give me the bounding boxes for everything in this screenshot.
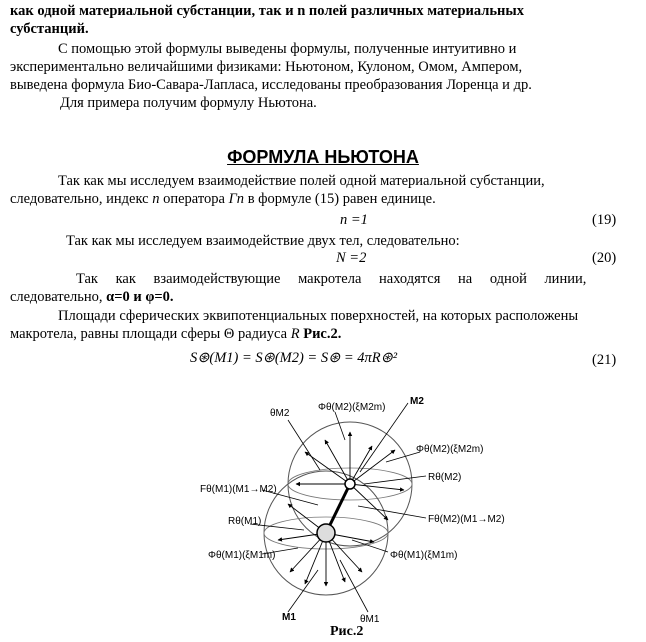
sphere-m1-equator (264, 517, 388, 549)
equation-21: S⊛(M1) = S⊛(M2) = S⊛ = 4πR⊛² (190, 350, 398, 366)
field-arrows-m2 (296, 432, 404, 520)
body-p1-line-2: следовательно, индекс n оператора Гn в формуле (15) равен единице. (10, 191, 436, 207)
label-theta-m2: θM2 (270, 408, 290, 419)
intro-para-2-line-2: экспериментально величайшими физиками: Ньютоном, Кулоном, Омом, Ампером, (10, 59, 523, 75)
intro-para-3: Для примера получим формулу Ньютона. (60, 95, 317, 111)
equation-20: N =2 (336, 250, 367, 266)
sphere-m2-equator (288, 468, 412, 500)
body-m1 (317, 524, 335, 542)
label-f-m1-m2: Fθ(M1)(M1→M2) (200, 484, 277, 495)
label-f-m2-m1: Fθ(M2)(M1→M2) (428, 514, 505, 525)
body-p4-line-1: Площади сферических эквипотенциальных поверхностей, на которых расположены (58, 308, 579, 324)
equation-19-number: (19) (592, 212, 617, 228)
body-p3-line-1: Так как взаимодействующие макротела находятся на одной линии, (76, 271, 587, 287)
label-phi-m1-left: Φθ(M1)(ξM1m) (208, 550, 276, 561)
intro-line-1: как одной материальной субстанции, так и n полей различных материальных (10, 3, 524, 19)
body-p3-line-2: следовательно, α=0 и φ=0. (10, 289, 174, 305)
label-m1: M1 (282, 612, 296, 623)
equation-21-number: (21) (592, 352, 617, 368)
leader-lines (250, 403, 426, 612)
axis-line (326, 484, 350, 533)
body-p4-line-2: макротела, равны площади сферы Θ радиуса R Рис.2. (10, 326, 342, 342)
label-phi-m2-right: Φθ(M2)(ξM2m) (416, 444, 484, 455)
equation-19: n =1 (340, 212, 368, 228)
field-arrows-m1 (278, 504, 374, 586)
body-p2: Так как мы исследуем взаимодействие двух тел, следовательно: (66, 233, 460, 249)
body-p1-line-1: Так как мы исследуем взаимодействие полей одной материальной субстанции, (58, 173, 545, 189)
section-heading: ФОРМУЛА НЬЮТОНА (227, 147, 419, 167)
body-m2 (345, 479, 355, 489)
label-phi-m2-top: Φθ(M2)(ξM2m) (318, 402, 386, 413)
intro-line-2: субстанций. (10, 21, 89, 37)
label-theta-m1: θM1 (360, 614, 380, 625)
figure-caption: Рис.2 (330, 624, 364, 639)
intro-para-2-line-3: выведена формула Био-Савара-Лапласа, исследованы преобразования Лоренца и др. (10, 77, 532, 93)
label-r-m1: Rθ(M1) (228, 516, 262, 527)
label-m2: M2 (410, 396, 424, 407)
equation-20-number: (20) (592, 250, 617, 266)
label-r-m2: Rθ(M2) (428, 472, 462, 483)
sphere-m1 (264, 471, 388, 595)
sphere-m2 (288, 422, 412, 546)
label-phi-m1-right: Φθ(M1)(ξM1m) (390, 550, 458, 561)
intro-para-2-line-1: С помощью этой формулы выведены формулы, полученные интуитивно и (58, 41, 517, 57)
